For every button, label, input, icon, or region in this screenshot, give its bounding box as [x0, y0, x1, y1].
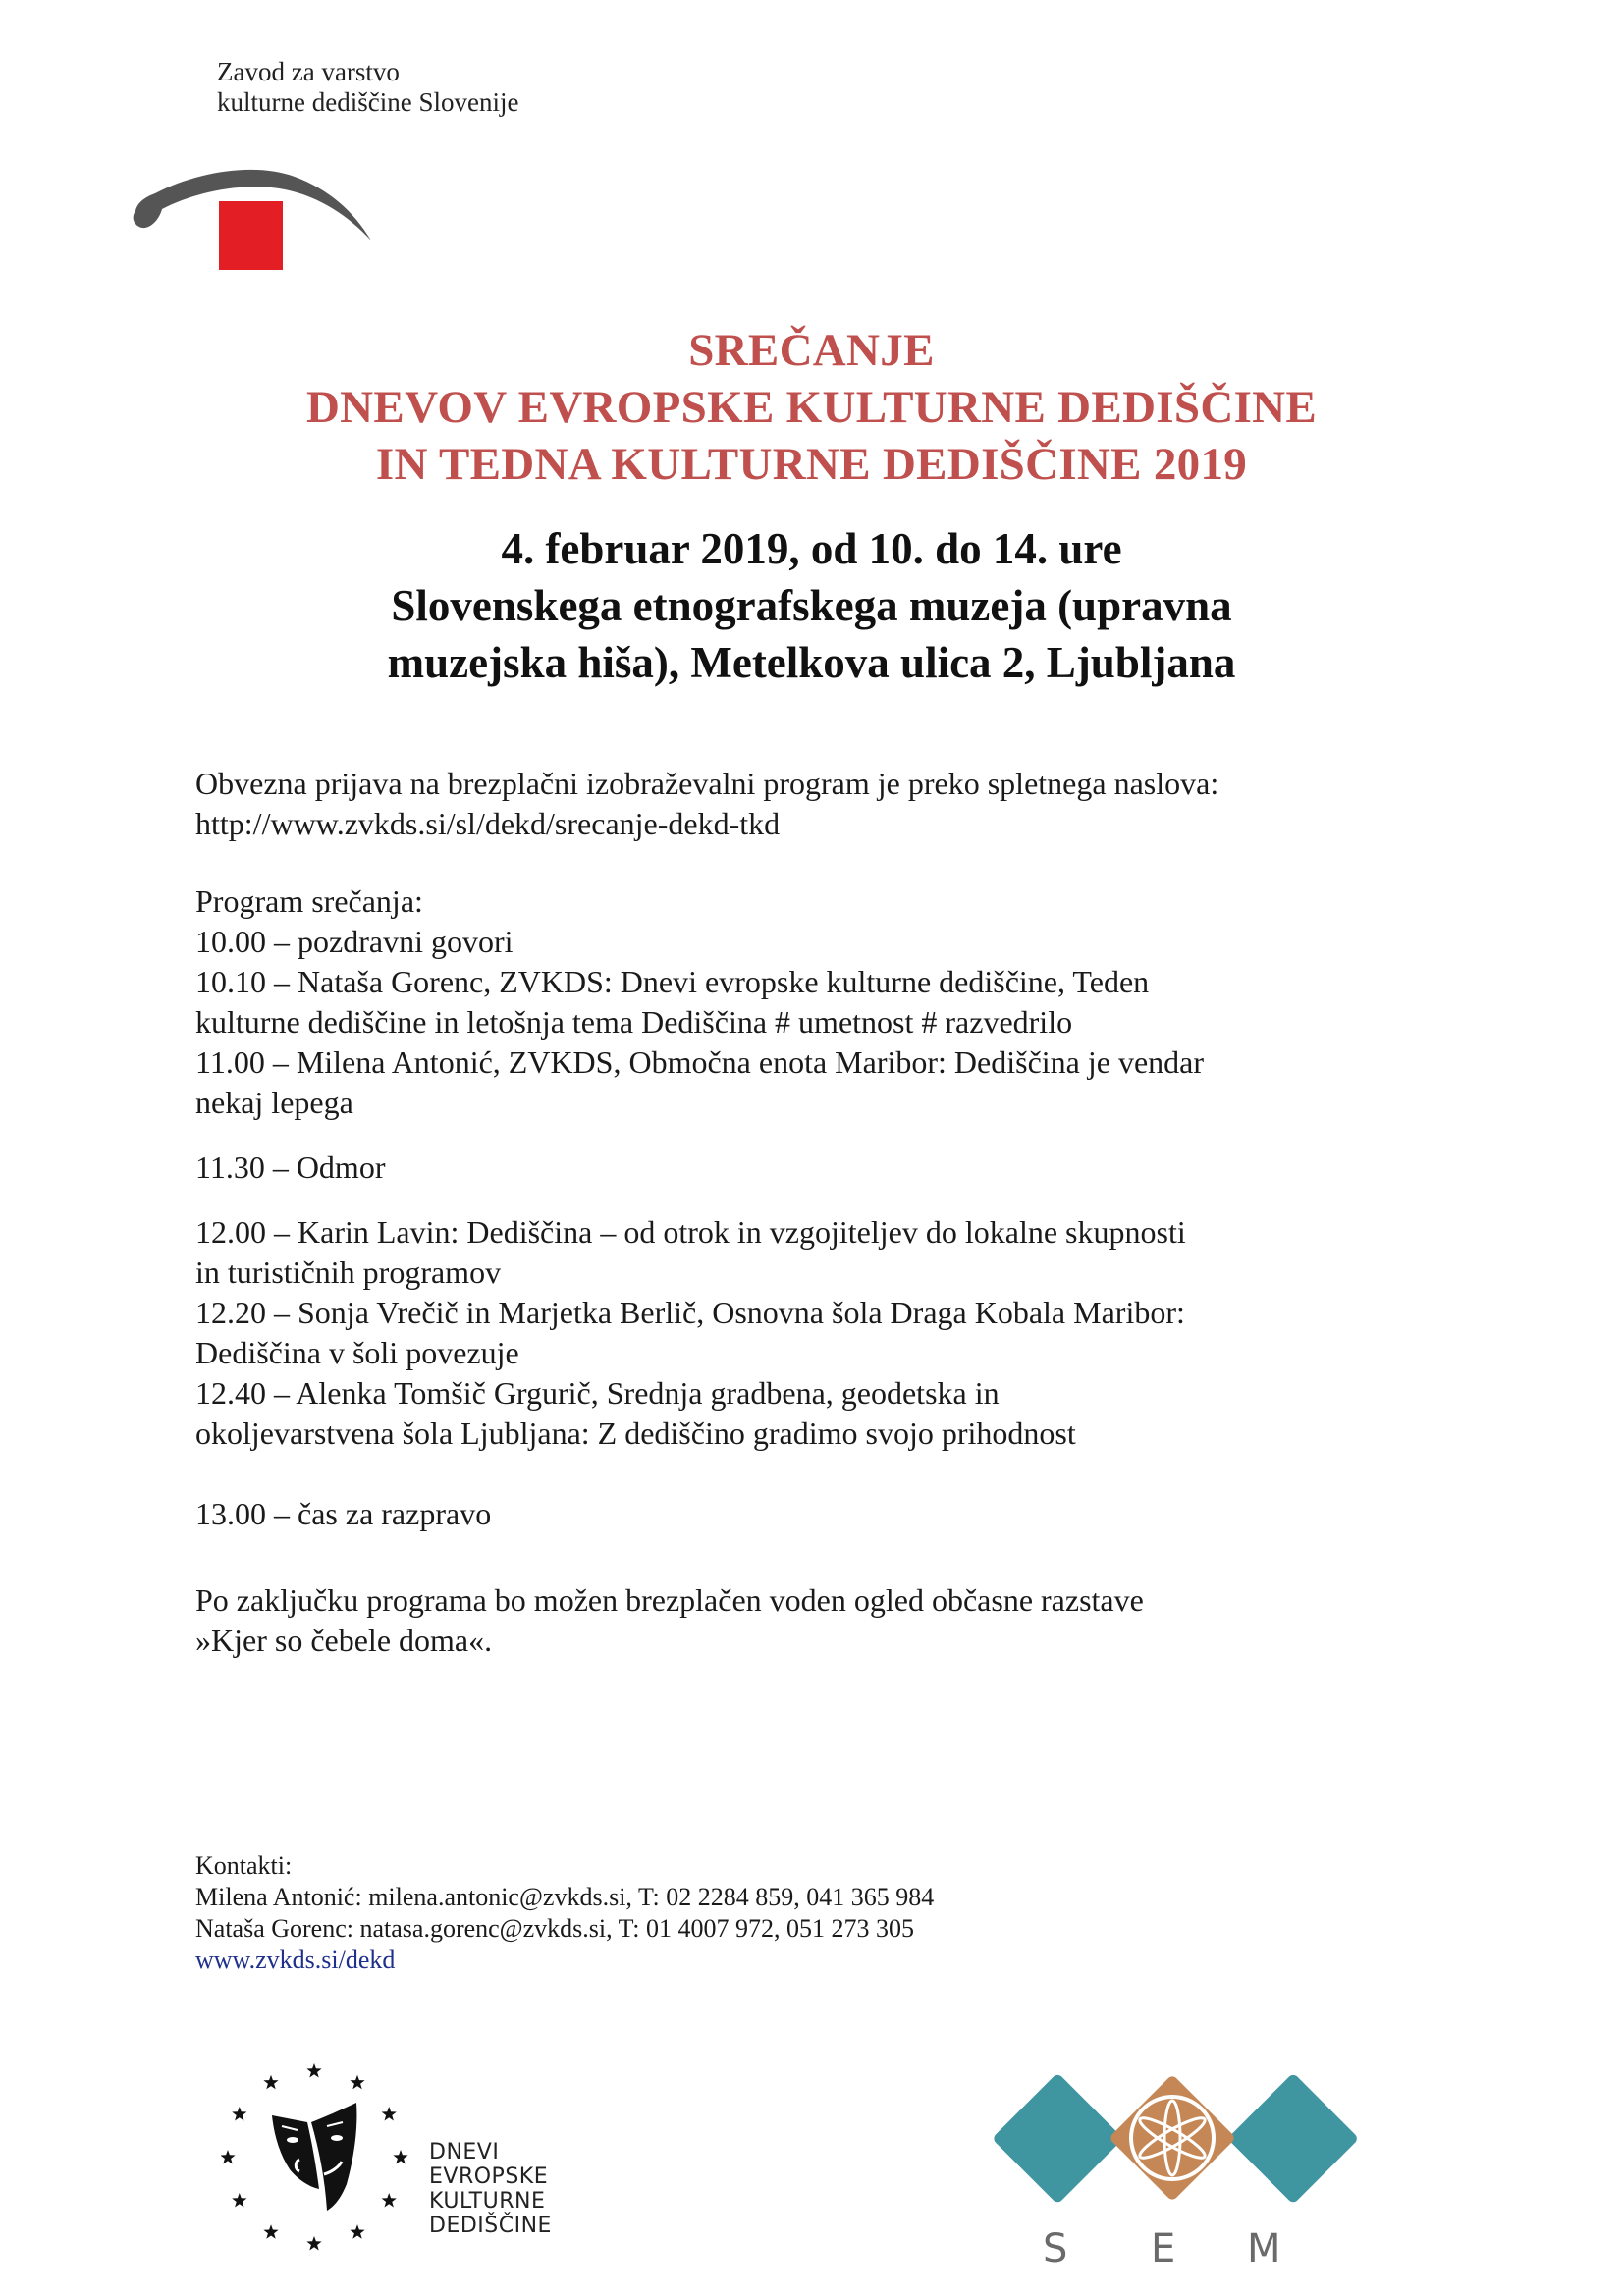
star-icon [232, 2193, 246, 2208]
program-item-line: 12.20 – Sonja Vrečič in Marjetka Berlič, Osnovna šola Draga Kobala Maribor: [195, 1295, 1185, 1330]
registration-url[interactable]: http://www.zvkds.si/sl/dekd/srecanje-dekd-tkd [195, 806, 781, 841]
star-icon [221, 2150, 236, 2164]
program-item-line: in turističnih programov [195, 1255, 502, 1290]
sem-diamond-left [992, 2072, 1123, 2204]
dekd-logo-line: EVROPSKE [429, 2164, 549, 2189]
program-item-line: 10.00 – pozdravni govori [195, 924, 514, 959]
registration-text: Obvezna prijava na brezplačni izobraževalni program je preko spletnega naslova: [195, 766, 1219, 801]
spacer [195, 1454, 1491, 1494]
dekd-logo-text [429, 2140, 552, 2238]
zvkds-logo-icon [128, 142, 403, 280]
dekd-logo-line: KULTURNE [429, 2189, 546, 2214]
contacts-heading: Kontakti: [195, 1851, 293, 1880]
program-item-line: 11.30 – Odmor [195, 1149, 386, 1185]
event-date-venue [0, 520, 1623, 691]
registration-info [195, 764, 1491, 844]
sem-letter-s: S [1043, 2226, 1068, 2271]
spacer [195, 1188, 1491, 1212]
website-link[interactable]: www.zvkds.si/dekd [195, 1946, 396, 1974]
event-date: 4. februar 2019, od 10. do 14. ure [501, 524, 1122, 573]
closing-line-2: »Kjer so čebele doma«. [195, 1623, 493, 1658]
star-icon [350, 2224, 364, 2239]
program-item-line: 12.00 – Karin Lavin: Dediščina – od otrok in vzgojiteljev do lokalne skupnosti [195, 1214, 1186, 1250]
event-title-line-1: SREČANJE [688, 325, 935, 376]
contact-milena-antonic: Milena Antonić: milena.antonic@zvkds.si, T: 02 2284 859, 041 365 984 [195, 1883, 935, 1911]
event-title-line-2: DNEVOV EVROPSKE KULTURNE DEDIŠČINE [305, 382, 1318, 433]
program-item [195, 1042, 1491, 1123]
closing-note [195, 1580, 1491, 1661]
event-title [0, 322, 1623, 493]
contact-natasa-gorenc: Nataša Gorenc: natasa.gorenc@zvkds.si, T: 01 4007 972, 051 273 305 [195, 1914, 914, 1943]
star-icon [263, 2224, 278, 2239]
star-icon [263, 2075, 278, 2090]
closing-line-1: Po zaključku programa bo možen brezplačen voden ogled občasne razstave [195, 1582, 1144, 1618]
star-icon [232, 2107, 246, 2121]
star-icon [306, 2236, 321, 2251]
dekd-logo-line: DNEVI [429, 2140, 500, 2164]
eu-stars [221, 2063, 408, 2251]
program-item-line: 11.00 – Milena Antonić, ZVKDS, Območna enota Maribor: Dediščina je vendar [195, 1044, 1205, 1080]
program-item-line: Dediščina v šoli povezuje [195, 1335, 519, 1370]
program-item [195, 1148, 1491, 1188]
event-venue-line-1: Slovenskega etnografskega muzeja (upravna [391, 581, 1232, 630]
program-item-line: 10.10 – Nataša Gorenc, ZVKDS: Dnevi evropske kulturne dediščine, Teden [195, 964, 1150, 999]
star-icon [393, 2150, 407, 2164]
sem-diamond-right [1227, 2072, 1359, 2204]
star-icon [350, 2075, 364, 2090]
program-item [195, 1293, 1491, 1373]
event-venue-line-2: muzejska hiša), Metelkova ulica 2, Ljubljana [387, 638, 1236, 687]
sem-diamond-center [1109, 2074, 1236, 2202]
star-icon [306, 2063, 321, 2078]
sem-letters [982, 2226, 1394, 2285]
organization-name [217, 57, 518, 118]
program-item-line: kulturne dediščine in letošnja tema Dediščina # umetnost # razvedrilo [195, 1004, 1073, 1040]
sem-letter-m: M [1247, 2226, 1281, 2271]
program-item-line: okoljevarstvena šola Ljubljana: Z dediščino gradimo svojo prihodnost [195, 1415, 1076, 1451]
dekd-logo-icon [221, 2061, 614, 2277]
star-icon [382, 2193, 397, 2208]
logo-red-square [219, 201, 283, 270]
program-item [195, 1212, 1491, 1293]
program-item [195, 1373, 1491, 1454]
program-item-line: 12.40 – Alenka Tomšič Grgurič, Srednja gradbena, geodetska in [195, 1375, 1000, 1411]
program-item [195, 922, 1491, 962]
organization-name-line-2: kulturne dediščine Slovenije [217, 87, 519, 117]
dekd-logo-line: DEDIŠČINE [429, 2214, 552, 2238]
program-item [195, 962, 1491, 1042]
program-item-line: nekaj lepega [195, 1085, 353, 1120]
star-icon [382, 2107, 397, 2121]
sem-letter-e: E [1151, 2226, 1176, 2271]
program-item-line: 13.00 – čas za razpravo [195, 1496, 492, 1531]
program [195, 881, 1491, 1534]
program-heading: Program srečanja: [195, 883, 423, 919]
organization-name-line-1: Zavod za varstvo [217, 57, 400, 86]
event-title-line-3: IN TEDNA KULTURNE DEDIŠČINE 2019 [375, 439, 1248, 490]
spacer [195, 1123, 1491, 1148]
theatre-masks-icon [272, 2103, 356, 2211]
program-item [195, 1494, 1491, 1534]
contacts [195, 1850, 934, 1976]
